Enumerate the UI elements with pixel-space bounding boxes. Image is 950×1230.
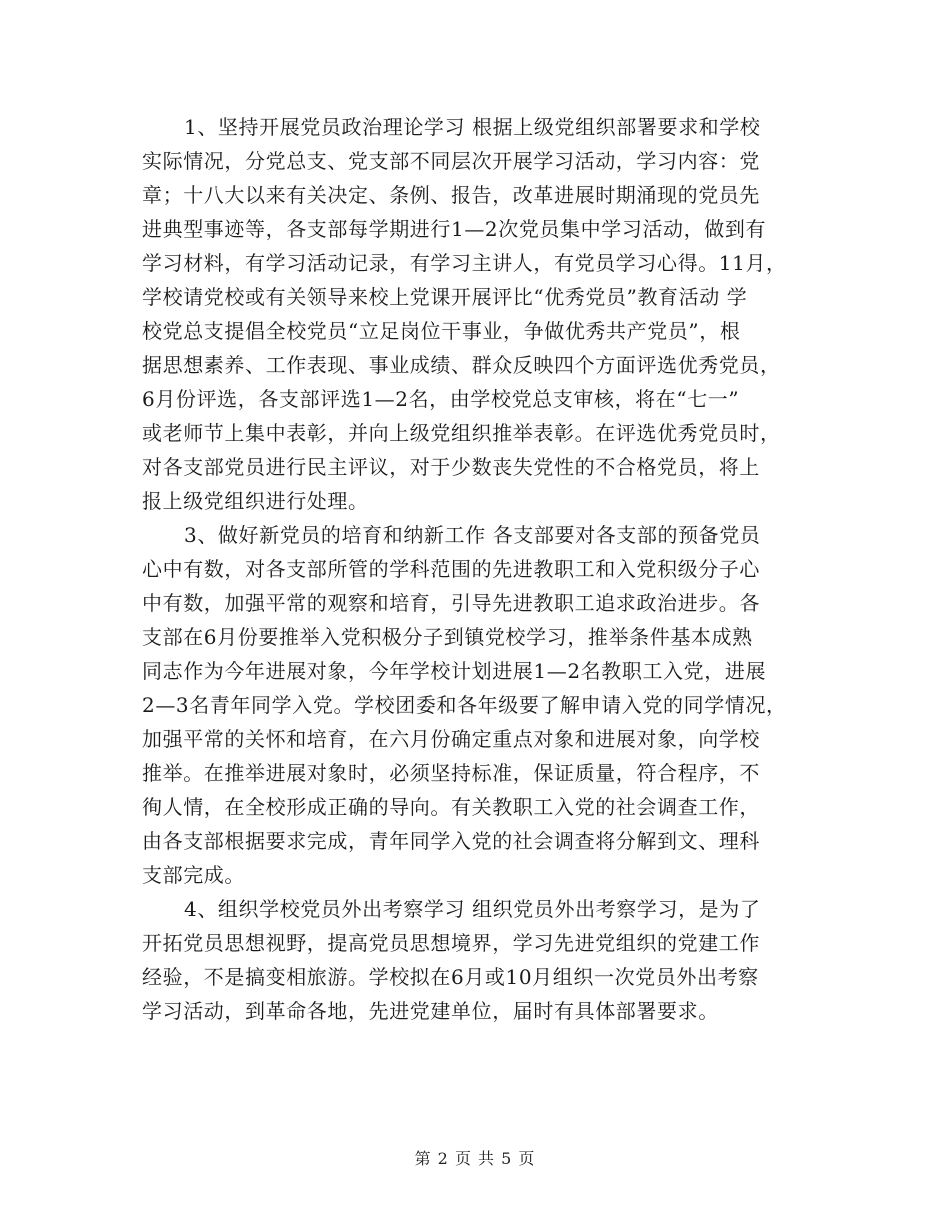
text-line: 1、坚持开展党员政治理论学习 根据上级党组织部署要求和学校 (184, 115, 761, 139)
text-line: 徇人情，在全校形成正确的导向。有关教职工入党的社会调查工作， (142, 795, 760, 819)
text-line: 由各支部根据要求完成，青年同学入党的社会调查将分解到文、理科 (142, 829, 760, 853)
text-line: 开拓党员思想视野，提高党员思想境界，学习先进党组织的党建工作 (142, 931, 760, 955)
text-line: 支部在6月份要推举入党积极分子到镇党校学习，推举条件基本成熟 (142, 625, 753, 649)
text-line: 据思想素养、工作表现、事业成绩、群众反映四个方面评选优秀党员， (142, 353, 781, 377)
text-line: 校党总支提倡全校党员“立足岗位干事业，争做优秀共产党员”，根 (142, 319, 741, 343)
text-line: 报上级党组织进行处理。 (142, 489, 369, 513)
text-line: 推举。在推举进展对象时，必须坚持标准，保证质量，符合程序，不 (142, 761, 760, 785)
paragraph-field-study-trip (142, 892, 810, 1028)
text-line: 进典型事迹等，各支部每学期进行1—2次党员集中学习活动，做到有 (142, 217, 767, 241)
text-line: 对各支部党员进行民主评议，对于少数丧失党性的不合格党员，将上 (142, 455, 760, 479)
paragraph-new-member-recruitment (142, 518, 810, 892)
paragraph-party-theory-study (142, 110, 810, 518)
text-line: 同志作为今年进展对象，今年学校计划进展1—2名教职工入党，进展 (142, 659, 767, 683)
text-line: 学习材料，有学习活动记录，有学习主讲人，有党员学习心得。11月， (142, 251, 787, 275)
text-line: 加强平常的关怀和培育，在六月份确定重点对象和进展对象，向学校 (142, 727, 760, 751)
text-line: 学习活动，到革命各地，先进党建单位，届时有具体部署要求。 (142, 999, 719, 1023)
text-line: 中有数，加强平常的观察和培育，引导先进教职工追求政治进步。各 (142, 591, 760, 615)
text-line: 3、做好新党员的培育和纳新工作 各支部要对各支部的预备党员 (184, 523, 761, 547)
text-line: 心中有数，对各支部所管的学科范围的先进教职工和入党积级分子心 (142, 557, 760, 581)
text-line: 2—3名青年同学入党。学校团委和各年级要了解申请入党的同学情况， (142, 693, 787, 717)
page-number-footer: 第 2 页 共 5 页 (414, 1149, 536, 1168)
text-line: 学校请党校或有关领导来校上党课开展评比“优秀党员”教育活动 学 (142, 285, 748, 309)
text-line: 经验，不是搞变相旅游。学校拟在6月或10月组织一次党员外出考察 (142, 965, 759, 989)
text-line: 或老师节上集中表彰，并向上级党组织推举表彰。在评选优秀党员时， (142, 421, 781, 445)
text-line: 4、组织学校党员外出考察学习 组织党员外出考察学习，是为了 (184, 897, 761, 921)
text-line: 实际情况，分党总支、党支部不同层次开展学习活动，学习内容：党 (142, 149, 760, 173)
text-line: 支部完成。 (142, 863, 245, 887)
text-line: 6月份评选，各支部评选1—2名，由学校党总支审核，将在“七一” (142, 387, 740, 411)
document-body (142, 110, 810, 1028)
text-line: 章；十八大以来有关决定、条例、报告，改革进展时期涌现的党员先 (142, 183, 760, 207)
